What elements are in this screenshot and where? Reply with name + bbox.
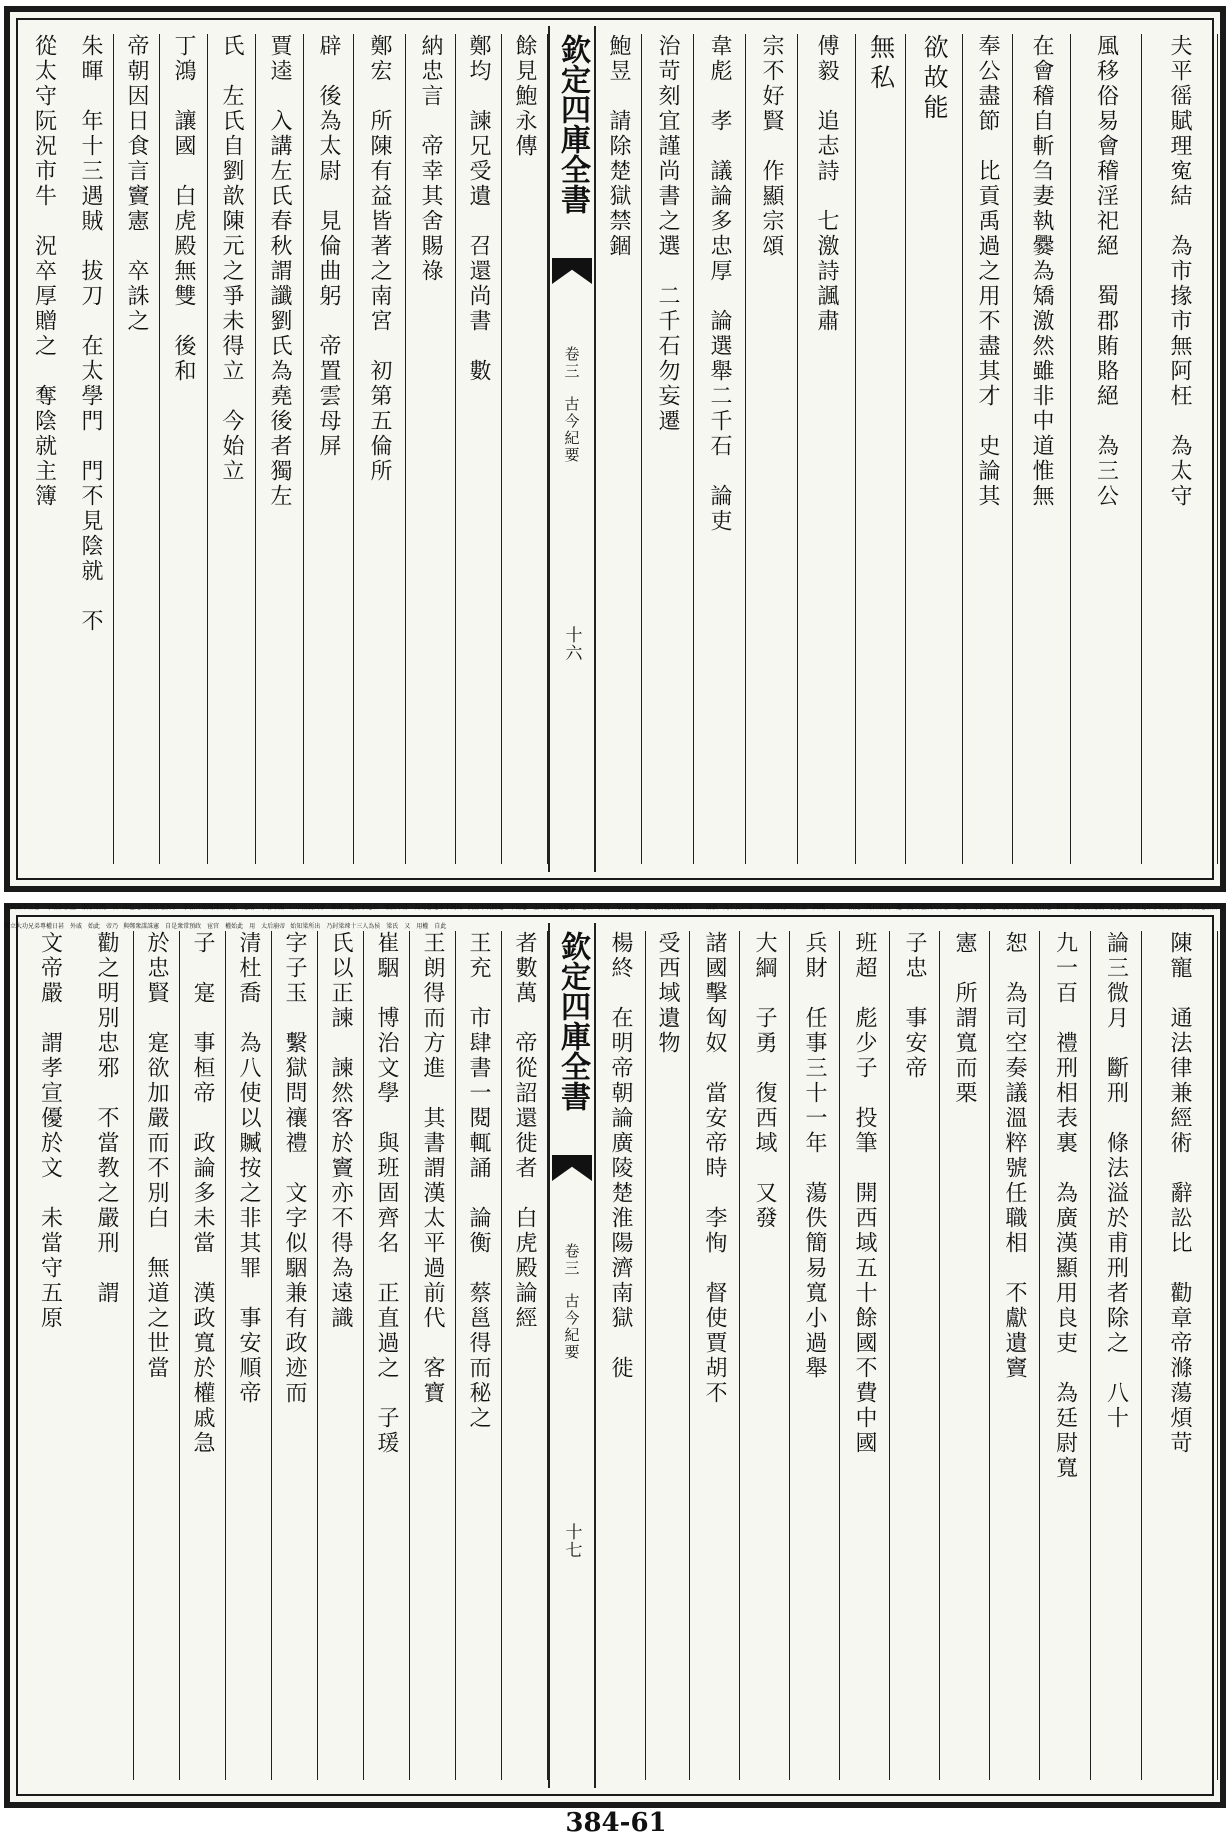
book-label: 古今紀要 xyxy=(562,1293,581,1361)
text-column xyxy=(134,931,180,1780)
column-text: 無私 xyxy=(866,34,896,94)
column-text: 恥辱 守潁川感麟鳳等瑞肅宗親行之 xyxy=(955,904,1052,911)
column-text: 崔駰 博治文學 與班固齊名 正直過之 子瑗 xyxy=(374,931,400,1456)
book-title: 欽定四庫全書 xyxy=(555,931,590,1111)
text-column xyxy=(596,34,642,864)
text-column xyxy=(1013,34,1071,864)
text-column xyxy=(318,931,364,1780)
text-column xyxy=(20,34,68,864)
text-column xyxy=(456,34,502,864)
text-column xyxy=(160,34,208,864)
column-text: 郭躬 守法平恕 為廷尉輒刑條四十一 論赦 xyxy=(597,904,718,911)
column-text: 受西域遺物 xyxy=(655,931,681,1056)
column-text: 丁鴻 讓國 白虎殿無雙 後和 xyxy=(171,34,197,384)
column-text: 王朗得而方進 其書謂漢太平過前代 客寶 xyxy=(420,931,446,1406)
column-text: 賈逵 入講左氏春秋謂讖劉氏為堯後者獨左 xyxy=(267,34,293,509)
text-column xyxy=(1091,931,1142,1780)
column-text: 氏 左氏自劉歆陳元之爭未得立 今始立 xyxy=(219,34,245,484)
text-column xyxy=(20,931,80,1780)
text-column xyxy=(1142,931,1218,1780)
column-text: 兵財 任事三十一年 蕩佚簡易寬小過舉 xyxy=(802,931,828,1381)
text-column xyxy=(840,931,890,1780)
column-text: 風移俗易會稽淫祀絕 蜀郡賄賂絕 為三公 xyxy=(1093,34,1119,509)
column-text: 又破之金微山 既立大功兄弟專權日甚 外戚 始此 帝乃 xyxy=(4,904,1230,930)
text-column xyxy=(256,34,304,864)
column-text: 納忠言 帝幸其舍賜祿 xyxy=(418,34,444,284)
overflow-strip xyxy=(4,894,1230,930)
text-column xyxy=(502,34,548,864)
text-column xyxy=(410,931,456,1780)
column-text: 鮑昱 請除楚獄禁錮 xyxy=(606,34,632,259)
column-text: 璧與東平王蒼 守臨淮強直 散家賑飢 以 xyxy=(4,904,119,911)
column-text: 勸之明別忠邪 不當教之嚴刑 謂 xyxy=(94,931,120,1306)
volume-label: 卷三 xyxy=(562,346,581,380)
text-column xyxy=(1040,931,1091,1780)
column-text: 從太守阮況市牛 況卒厚贈之 奪陰就主簿 xyxy=(31,34,57,509)
text-column xyxy=(856,34,906,864)
column-text: 之殺 xyxy=(580,904,593,911)
text-column xyxy=(114,34,160,864)
text-column xyxy=(304,34,354,864)
column-text: 奉公盡節 比貢禹過之用不盡其才 史論其 xyxy=(975,34,1001,509)
column-text: 帝朝因日食言竇憲 卒誅之 xyxy=(124,34,150,334)
column-text: 恕 為司空奏議溫粹號任職相 不獻遺竇 xyxy=(1002,931,1028,1381)
text-column xyxy=(746,34,798,864)
text-column xyxy=(646,931,690,1780)
upper-page-inner-border xyxy=(16,18,1214,880)
column-text: 宗不好賢 作顯宗頌 xyxy=(759,34,785,259)
center-spine xyxy=(548,26,596,872)
text-column xyxy=(208,34,256,864)
lower-page-inner-border xyxy=(16,915,1214,1796)
text-column xyxy=(940,931,990,1780)
column-text: 之議 不署不閒 xyxy=(242,904,285,911)
column-text: 僕射舉刺無避 不附憲 上疏諫不聽憲脅 xyxy=(467,904,576,911)
column-text: 者數萬 帝從詔還徙者 白虎殿論經 xyxy=(512,931,538,1331)
column-text: 字子玉 繫獄問禳禮 文字似駰兼有政迹而 xyxy=(282,931,308,1406)
column-text: 論三微月 斷刑 條法溢於甫刑者除之 八十 xyxy=(1103,931,1129,1431)
fishtail-mark xyxy=(552,258,592,284)
column-text: 辟 後為太尉 見倫曲躬 帝置雲母屏 xyxy=(316,34,342,459)
column-text: 樂恢 隨焦永之官 皦然不汙 為功曹選舉不阿為 xyxy=(330,904,463,911)
column-text: 氏以正諫 諫然客於竇亦不得為遠識 xyxy=(328,931,354,1331)
text-column xyxy=(68,34,114,864)
column-text: 於忠賢 寔欲加嚴而不別白 無道之世當 xyxy=(144,931,170,1381)
column-text: 與鄭衆謀誅憲 自是衆常預政 宦官 權始此 用 太后崩帝 xyxy=(123,923,286,930)
column-text: 清杜喬 為八使以贓按之非其罪 事安順帝 xyxy=(236,931,262,1406)
column-text: 楊終 在明帝朝論廣陵楚淮陽濟南獄 徙 xyxy=(608,931,634,1381)
column-text: 口帝悟寢其事 xyxy=(289,904,326,911)
text-column xyxy=(80,931,134,1780)
text-column xyxy=(798,34,856,864)
column-text: 治苛刻宜謹尚書之選 二千石勿妄遷 xyxy=(655,34,681,434)
text-column xyxy=(406,34,456,864)
column-text: 傅毅 追志詩 七激詩諷肅 xyxy=(814,34,840,334)
column-text: 子 寔 事桓帝 政論多未當 漢政寬於權戚急 xyxy=(190,931,216,1456)
center-spine xyxy=(548,923,596,1788)
folio-number: 十七 xyxy=(561,1523,582,1559)
column-text: 韋彪 孝 議論多忠厚 論選舉二千石 論吏 xyxy=(707,34,733,534)
column-text: 文帝嚴 謂孝宣優於文 未當守五原 xyxy=(37,931,63,1331)
text-column xyxy=(890,931,940,1780)
text-column xyxy=(1142,34,1218,864)
column-text: 餘見鮑永傳 xyxy=(512,34,538,159)
text-column xyxy=(1071,34,1142,864)
column-text: 夫平徭賦理寃結 為市掾市無阿枉 為太守 xyxy=(1167,34,1193,509)
text-column xyxy=(272,931,318,1780)
column-text: 朱暉 年十三遇賊 拔刀 在太學門 門不見陰就 不 xyxy=(78,34,104,634)
column-text: 秦彭 循吏 萬石秦氏 遷山陽以禮訓人不加 xyxy=(829,904,950,911)
text-column xyxy=(502,931,548,1780)
text-column xyxy=(906,34,963,864)
book-title: 欽定四庫全書 xyxy=(555,34,590,214)
column-text: 和帝 竇太后臨朝 竇憲用事破北單于勒功燕然 xyxy=(1056,904,1183,911)
column-text: 子忠 事安帝 xyxy=(902,931,928,1081)
page-number: 384-61 xyxy=(565,1808,667,1838)
text-column xyxy=(226,931,272,1780)
text-column xyxy=(180,931,226,1780)
text-column xyxy=(963,34,1013,864)
column-text: 文不及亡命 奏讞法科多所生全 昌織 xyxy=(722,904,825,911)
column-text: 鄭均 諫兄受遺 召還尚書 數 xyxy=(466,34,492,384)
volume-label: 卷三 xyxy=(562,1243,581,1277)
column-text: 九一百 禮刑相表裏 為廣漢顯用良吏 為廷尉寬 xyxy=(1052,931,1078,1481)
column-text: 憲 所謂寬而栗 xyxy=(952,931,978,1106)
column-text: 鄭宏 所陳有益皆著之南宮 初第五倫所 xyxy=(367,34,393,484)
text-column xyxy=(690,931,740,1780)
column-text: 欲故能 xyxy=(920,34,950,124)
text-column xyxy=(642,34,694,864)
text-column xyxy=(990,931,1040,1780)
book-label: 古今紀要 xyxy=(562,396,581,464)
column-text: 陳寵 通法律兼經術 辭訟比 勸章帝滌蕩煩苛 xyxy=(1167,931,1193,1456)
text-column xyxy=(790,931,840,1780)
column-text: 大綱 子勇 復西域 又發 xyxy=(752,931,778,1231)
column-text: 在會稽自斬刍妻執爨為矯激然雖非中道惟無 xyxy=(1029,34,1055,509)
column-text: 班超 彪少子 投筆 開西域五十餘國不費中國 xyxy=(852,931,878,1456)
text-column xyxy=(596,931,646,1780)
column-text: 始知梁所出 乃封梁竦十三人為侯 梁氏 又 用權 自此 xyxy=(290,923,447,930)
folio-number: 十六 xyxy=(561,626,582,662)
text-column xyxy=(354,34,406,864)
column-text: 王充 市肆書一閱輒誦 論衡 蔡邕得而秘之 xyxy=(466,931,492,1431)
text-column xyxy=(740,931,790,1780)
column-text: 諸國擊匈奴 當安帝時 李恂 督使賈胡不 xyxy=(702,931,728,1406)
upper-page-frame xyxy=(4,6,1226,892)
text-column xyxy=(364,931,410,1780)
text-column xyxy=(694,34,746,864)
column-text: 知己之言恤張堪妻子 爭張林鑄錢鬻鹽均輸 xyxy=(123,904,238,911)
fishtail-mark xyxy=(552,1155,592,1181)
text-column xyxy=(456,931,502,1780)
lower-page-frame xyxy=(4,903,1226,1808)
